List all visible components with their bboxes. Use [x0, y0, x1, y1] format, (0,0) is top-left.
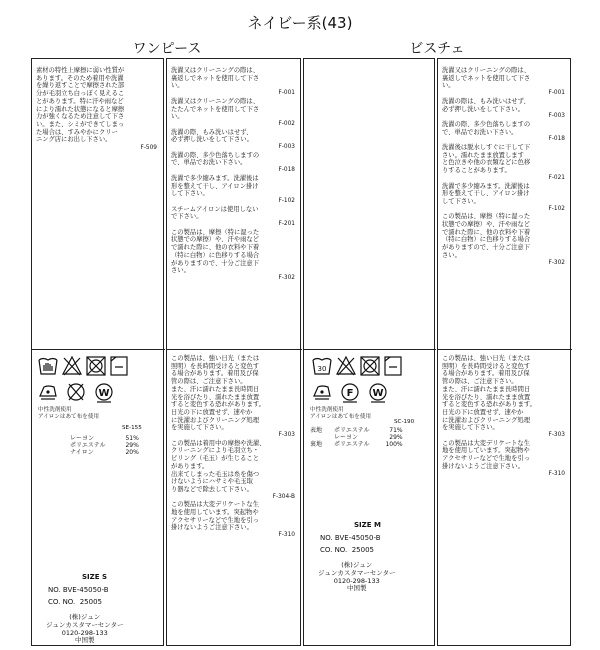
instruction-code: F-003 — [278, 144, 295, 151]
material: ナイロン — [70, 449, 94, 457]
bustier-spec-code: SC-190 — [394, 419, 415, 425]
svg-text:W: W — [98, 388, 110, 399]
wash-temp: 30 — [317, 365, 327, 373]
page-title: ネイビー系(43) — [247, 14, 353, 32]
instruction-text: この製品は、強い日光（または 照明）を長時間受けると変色す る場合があります。着用及び保 管の際は、ご注意下さい。 また、汗に濡れたまま長時間日 光を浴びたり、濡れたまま放置 すると変色する恐れがあります。 日光の下に放置せず、速やか に洗濯およびクリーニング処理 を実施して下さい。 — [171, 355, 265, 432]
bustier-product-no: NO. BVE-45050-B — [320, 534, 381, 542]
instruction-text: 洗濯で多少縮みます。洗濯後は 形を整えて干し、アイロン掛け して下さい。 — [442, 182, 530, 205]
onepiece-size: SIZE S — [82, 573, 107, 581]
no-tumble-dry-icon — [87, 357, 105, 375]
composition-row — [68, 435, 141, 442]
care-instruction-block — [442, 213, 567, 267]
instruction-text: 洗濯で多少縮みます。洗濯後は 形を整えて干し、アイロン掛け して下さい。 — [171, 174, 259, 198]
instruction-text: この製品は大変デリケートな生 地を使用しています。突起物や アクセサリーなどで生地を引っ 掛けないようご注意下さい。 — [442, 439, 531, 470]
line-dry-shade-icon — [385, 357, 401, 375]
bustier-care-note: 中性洗剤使用 アイロンはあて布を使用 — [310, 407, 372, 420]
instruction-code: F-001 — [548, 90, 565, 97]
care-instruction-block — [171, 98, 297, 129]
no-bleach-icon — [63, 357, 81, 375]
instruction-code: F-303 — [278, 432, 295, 439]
no-tumble-dry-icon — [361, 357, 379, 375]
onepiece-care-note: 中性洗剤使用 アイロンはあて布を使用 — [38, 407, 100, 420]
onepiece-color-no: CO. NO. 25005 — [48, 598, 102, 606]
instruction-text: 洗濯の際、多少色落ちしますの で、単品でお洗い下さい。 — [442, 120, 531, 136]
bustier-color-no: CO. NO. 25005 — [320, 546, 374, 554]
bustier-composition — [308, 427, 405, 449]
care-instruction-block — [171, 152, 297, 175]
onepiece-heading: ワンピース — [132, 41, 202, 57]
instruction-code: F-001 — [278, 90, 295, 97]
percent: 29% — [125, 442, 139, 450]
material: レーヨン — [334, 434, 359, 442]
wash-30-icon — [313, 359, 331, 375]
composition-row — [308, 441, 405, 448]
composition-row — [308, 427, 405, 434]
care-instruction-block — [442, 183, 567, 214]
care-instruction-block — [171, 440, 297, 502]
instruction-text: この製品は、摩擦（特に湿った 状態での摩擦）や、汗や雨など で濡れた際に、他の衣料や下着 （特に白物）に色移りする場合 がありますので、十分ご注意下 さい。 — [171, 228, 260, 275]
instruction-code: F-018 — [548, 136, 565, 143]
instruction-code: F-002 — [278, 120, 295, 127]
instruction-code: F-302 — [548, 259, 565, 266]
instruction-text: この製品は大変デリケートな生 地を使用しています。突起物や アクセサリーなどで生地を引っ 掛けないようご注意下さい。 — [171, 501, 260, 532]
material: ポリエステル — [334, 427, 370, 434]
wet-clean-icon — [96, 384, 112, 402]
instruction-code: F-302 — [278, 274, 295, 281]
percent: 100% — [385, 441, 403, 449]
onepiece-caution-text — [171, 355, 297, 540]
care-instruction-block — [171, 206, 297, 229]
instruction-code: F-102 — [278, 197, 295, 204]
percent: 51% — [125, 435, 139, 442]
separator — [167, 349, 302, 350]
instruction-text: 洗濯の際、もみ洗いはせず、 必ず押し洗いをして下さい。 — [171, 128, 253, 144]
part: 裏地 — [310, 441, 323, 449]
care-instruction-block — [442, 440, 567, 479]
no-bleach-icon — [337, 357, 355, 375]
onepiece-text-1: 素材の特性上摩擦に弱い性質が あります。そのため着用や洗濯 を繰り返すことで摩擦された部 分が毛羽立ち白っぽく見えるこ とがあります。特に汗や雨など により濡れた状態になると摩擦 力が強くなるため注意して下さ い。また、シミができてしまっ た場合は、すみやかにクリー ニング店にお出し下さい。 — [36, 67, 125, 144]
instruction-text: この製品は、強い日光（または 照明）を長時間受けると変色す る場合があります。着用及び保 管の際は、ご注意下さい。 また、汗に濡れたまま長時間日 光を浴びたり、濡れたまま放置 すると変色する恐れがあります。 日光の下に放置せず、速やか に洗濯およびクリーニング処理 を実施して下さい。 — [442, 355, 536, 432]
bustier-size: SIZE M — [354, 521, 381, 529]
svg-text:W: W — [372, 388, 384, 399]
care-instruction-block — [442, 355, 567, 440]
care-instruction-block — [171, 175, 297, 206]
hand-wash-icon — [39, 359, 57, 375]
iron-low-icon — [314, 386, 330, 399]
dry-clean-f-icon — [342, 384, 358, 402]
no-dry-clean-icon — [68, 384, 84, 400]
bustier-company: (株)ジュン ジュンカスタマーセンター 0120-298-133 中国製 — [318, 561, 396, 593]
instruction-text: この製品は、摩擦（特に湿った 状態での摩擦）や、汗や雨など で濡れた際に、他の衣料や下着 （特に白物）に色移りする場合 がありますので、十分ご注意下 さい。 — [442, 213, 531, 259]
instruction-code: F-003 — [548, 113, 565, 120]
percent: 29% — [389, 434, 403, 442]
onepiece-panel-1 — [31, 58, 164, 646]
bustier-heading: ビスチェ — [409, 41, 465, 57]
instruction-code: F-201 — [278, 221, 295, 228]
bustier-caution-text — [442, 355, 567, 478]
care-instruction-block — [171, 355, 297, 440]
composition-row — [68, 442, 141, 449]
instruction-code: F-102 — [548, 205, 565, 212]
onepiece-composition — [68, 435, 141, 457]
separator — [438, 349, 572, 350]
material: ポリエステル — [70, 442, 106, 450]
care-instruction-block — [442, 121, 567, 144]
care-instruction-block — [171, 229, 297, 283]
care-instruction-block — [442, 144, 567, 183]
instruction-text: 洗濯の際、多少色落ちしますの で、単品でお洗い下さい。 — [171, 151, 260, 167]
onepiece-spec-code: SE-155 — [122, 425, 142, 431]
instruction-code: F-310 — [548, 470, 565, 477]
part: 表地 — [310, 427, 323, 434]
bustier-panel-2 — [437, 58, 571, 646]
instruction-text: 洗濯又はクリーニングの際は、 たたんでネットを使用して下さ い。 — [171, 97, 260, 121]
instruction-code: F-021 — [548, 174, 565, 181]
instruction-code: F-018 — [278, 167, 295, 174]
composition-row — [308, 434, 405, 441]
material: ポリエステル — [334, 441, 370, 449]
onepiece-company: (株)ジュン ジュンカスタマーセンター 0120-298-133 中国製 — [46, 613, 124, 645]
percent: 20% — [125, 449, 139, 457]
onepiece-panel-2 — [166, 58, 301, 646]
instruction-text: この製品は着用中の摩擦や洗濯、 クリーニングにより毛羽立ち・ ピリング（毛玉）が生じること があります。 出来てしまった毛玉は糸を傷つ けないようにハサミや毛玉取 り器などで除去して下さい。 — [171, 439, 266, 493]
onepiece-care-text — [171, 67, 297, 283]
instruction-text: 洗濯の際は、もみ洗いはせず、 必ず押し洗いをして下さい。 — [442, 97, 530, 113]
care-symbols-row-2 — [38, 381, 128, 403]
care-instruction-block — [442, 67, 567, 98]
instruction-code: F-303 — [548, 432, 565, 439]
iron-low-icon — [40, 386, 56, 399]
care-instruction-block — [171, 67, 297, 98]
instruction-code: F-304-B — [272, 493, 295, 500]
wet-clean-icon — [370, 384, 386, 402]
care-symbols-row-1 — [312, 355, 402, 377]
material: レーヨン — [70, 435, 95, 442]
onepiece-product-no: NO. BVE-45050-B — [48, 586, 109, 594]
svg-text:F: F — [346, 388, 354, 399]
instruction-code: F-310 — [278, 532, 295, 539]
bustier-panel-1 — [303, 58, 435, 646]
onepiece-code-1: F-509 — [140, 145, 157, 151]
instruction-text: 洗濯後は脱水しすぐに干して下 さい。濡れたまま放置します と色泣きや他の衣類などに色移 りすることがあります。 — [442, 144, 531, 175]
care-symbols-row-2 — [312, 381, 402, 403]
care-instruction-block — [171, 501, 297, 540]
instruction-text: スチームアイロンは使用しない で下さい。 — [171, 205, 259, 221]
instruction-text: 洗濯又はクリーニングの際は、 裏返しでネットを使用して下さ い。 — [442, 67, 531, 90]
care-instruction-block — [171, 129, 297, 152]
composition-row — [68, 449, 141, 456]
bustier-care-text — [442, 67, 567, 267]
separator — [32, 349, 165, 350]
percent: 71% — [389, 427, 403, 434]
care-symbols-row-1 — [38, 355, 128, 377]
separator — [304, 349, 436, 350]
care-instruction-block — [442, 98, 567, 121]
line-dry-shade-icon — [111, 357, 127, 375]
instruction-text: 洗濯又はクリーニングの際は、 裏返しでネットを使用して下さ い。 — [171, 67, 260, 90]
